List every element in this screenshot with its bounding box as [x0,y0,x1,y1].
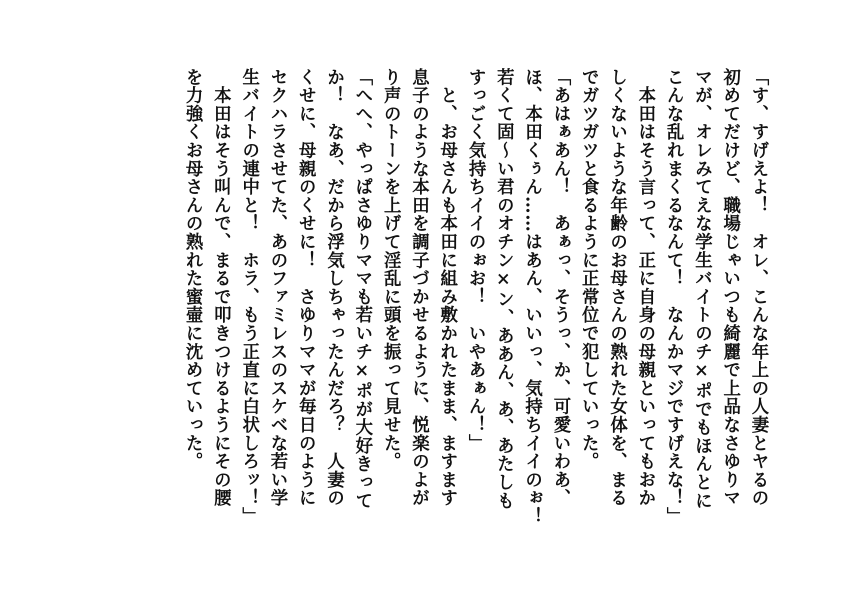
text-line: 「へへ、やっぱさゆりママも若いチ×ポが大好きって [351,68,372,510]
vertical-text-body [82,68,772,528]
text-line: 本田はそう叫んで、まるで叩きつけるようにその腰 [210,68,231,508]
text-line: 本田はそう言って、正に自身の母親といってもおか [634,68,655,508]
text-line: くせに、母親のくせに！ さゆりママが毎日のように [295,68,316,508]
text-line: 「す、すげえよ！ オレ、こんな年上の人妻とヤるの [748,68,768,508]
text-line: ほ、本田くぅん……はあん、いいっ、気持ちイイのぉ！ [521,68,542,526]
text-line: マが、オレみてえな学生バイトのチ×ポでもほんとに [691,68,712,510]
text-line: と、お母さんも本田に組み敷かれたまま、ますます [436,68,457,508]
text-line: を力強くお母さんの熟れた蜜壷に沈めていった。 [182,68,203,471]
text-line: こんな乱れまくるなんて！ なんかマジですげえな！」 [663,68,684,526]
text-line: か！ なあ、だから浮気しちゃったんだろ？ 人妻の [323,68,344,508]
text-line: 生バイトの連中と！ ホラ、もう正直に白状しろッ！」 [238,68,259,526]
text-line: 「あはぁあん！ あぁっ、そうっ、か、可愛いわあ、 [549,68,570,508]
text-line: でガツガツと食るように正常位で犯していった。 [578,68,599,471]
text-line: しくないような年齢のお母さんの熟れた女体を、まる [606,68,627,508]
text-line: 息子のような本田を調子づかせるように、悦楽のよが [408,68,429,508]
text-line: 初めてだけど、職場じゃいつも綺麗で上品なさゆりマ [719,68,740,508]
text-line: セクハラさせてた、あのファミレスのスケベな若い学 [266,68,287,508]
text-line: すっごく気持ちイイのぉお！ いやあぁん！」 [465,68,486,453]
text-line: り声のトーンを上げて淫乱に頭を振って見せた。 [380,68,401,471]
text-line: 若くて固～い君のオチン×ン、ああん、あ、あたしも [493,68,514,510]
